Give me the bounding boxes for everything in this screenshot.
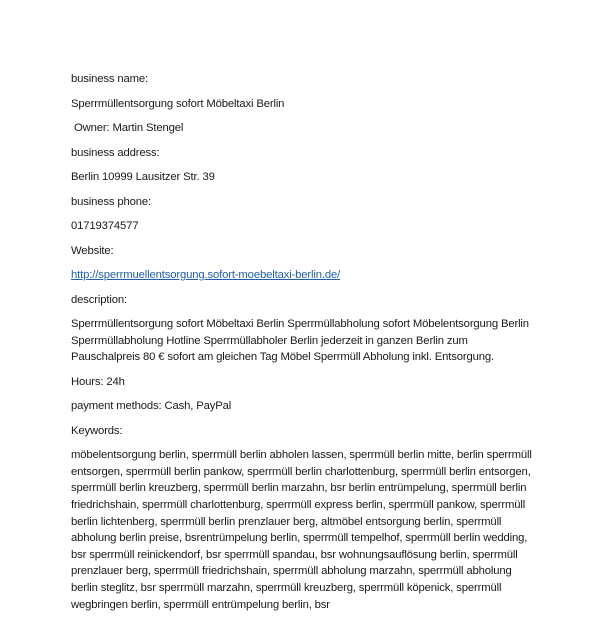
website-line (71, 267, 533, 283)
business-name: Sperrmüllentsorgung sofort Möbeltaxi Berlin (71, 97, 285, 110)
description-text: Sperrmüllentsorgung sofort Möbeltaxi Berlin Sperrmüllabholung sofort Möbelentsorgung Berlin Sperrmüllabholung Hotline Sperrmüllabholer Berlin jederzeit in ganzen Berlin zum Pauschalpreis 80 € sofort am gleichen Tag Möbel Sperrmüll Abholung inkl. Entsorgung. (71, 318, 529, 364)
payment-methods: payment methods: Cash, PayPal (71, 400, 232, 413)
website-label: Website: (71, 244, 114, 257)
owner: Owner: Martin Stengel (71, 122, 184, 134)
business-phone: 01719374577 (71, 220, 139, 232)
business-address: Berlin 10999 Lausitzer Str. 39 (71, 171, 215, 183)
keywords-text: möbelentsorgung berlin, sperrmüll berlin abholen lassen, sperrmüll berlin mitte, berlin sperrmüll entsorgen, sperrmüll berlin pankow, sperrmüll berlin charlottenburg, sperrmüll berlin entsorgen, sperrmüll berlin kreuzberg, sperrmüll berlin marzahn, bsr berlin entrümpelung, sperrmüll berlin friedrichshain, sperrmüll charlottenburg, sperrmüll express berlin, sperrmüll pankow, sperrmüll berlin lichtenberg, sperrmüll berlin prenzlauer berg, altmöbel entsorgung berlin, sperrmüll abholung berlin preise, bsrentrümpelung berlin, sperrmüll tempelhof, sperrmüll berlin wedding, bsr sperrmüll reinickendorf, bsr sperrmüll spandau, bsr wohnungsauflösung berlin, sperrmüll prenzlauer berg, sperrmüll friedrichshain, sperrmüll abholung marzahn, sperrmüll abholung berlin steglitz, bsr sperrmüll marzahn, sperrmüll kreuzberg, sperrmüll köpenick, sperrmüll wegbringen berlin, sperrmüll entrümpelung berlin, bsr (71, 449, 532, 611)
business-address-label: business address: (71, 146, 160, 159)
website-link[interactable]: http://sperrmuellentsorgung.sofort-moebeltaxi-berlin.de/ (71, 269, 341, 281)
business-name-label: business name: (71, 73, 149, 85)
description-label: description: (71, 293, 127, 306)
hours: Hours: 24h (71, 375, 125, 388)
keywords-label: Keywords: (71, 424, 123, 437)
document-content (71, 71, 533, 621)
business-phone-label: business phone: (71, 195, 152, 208)
